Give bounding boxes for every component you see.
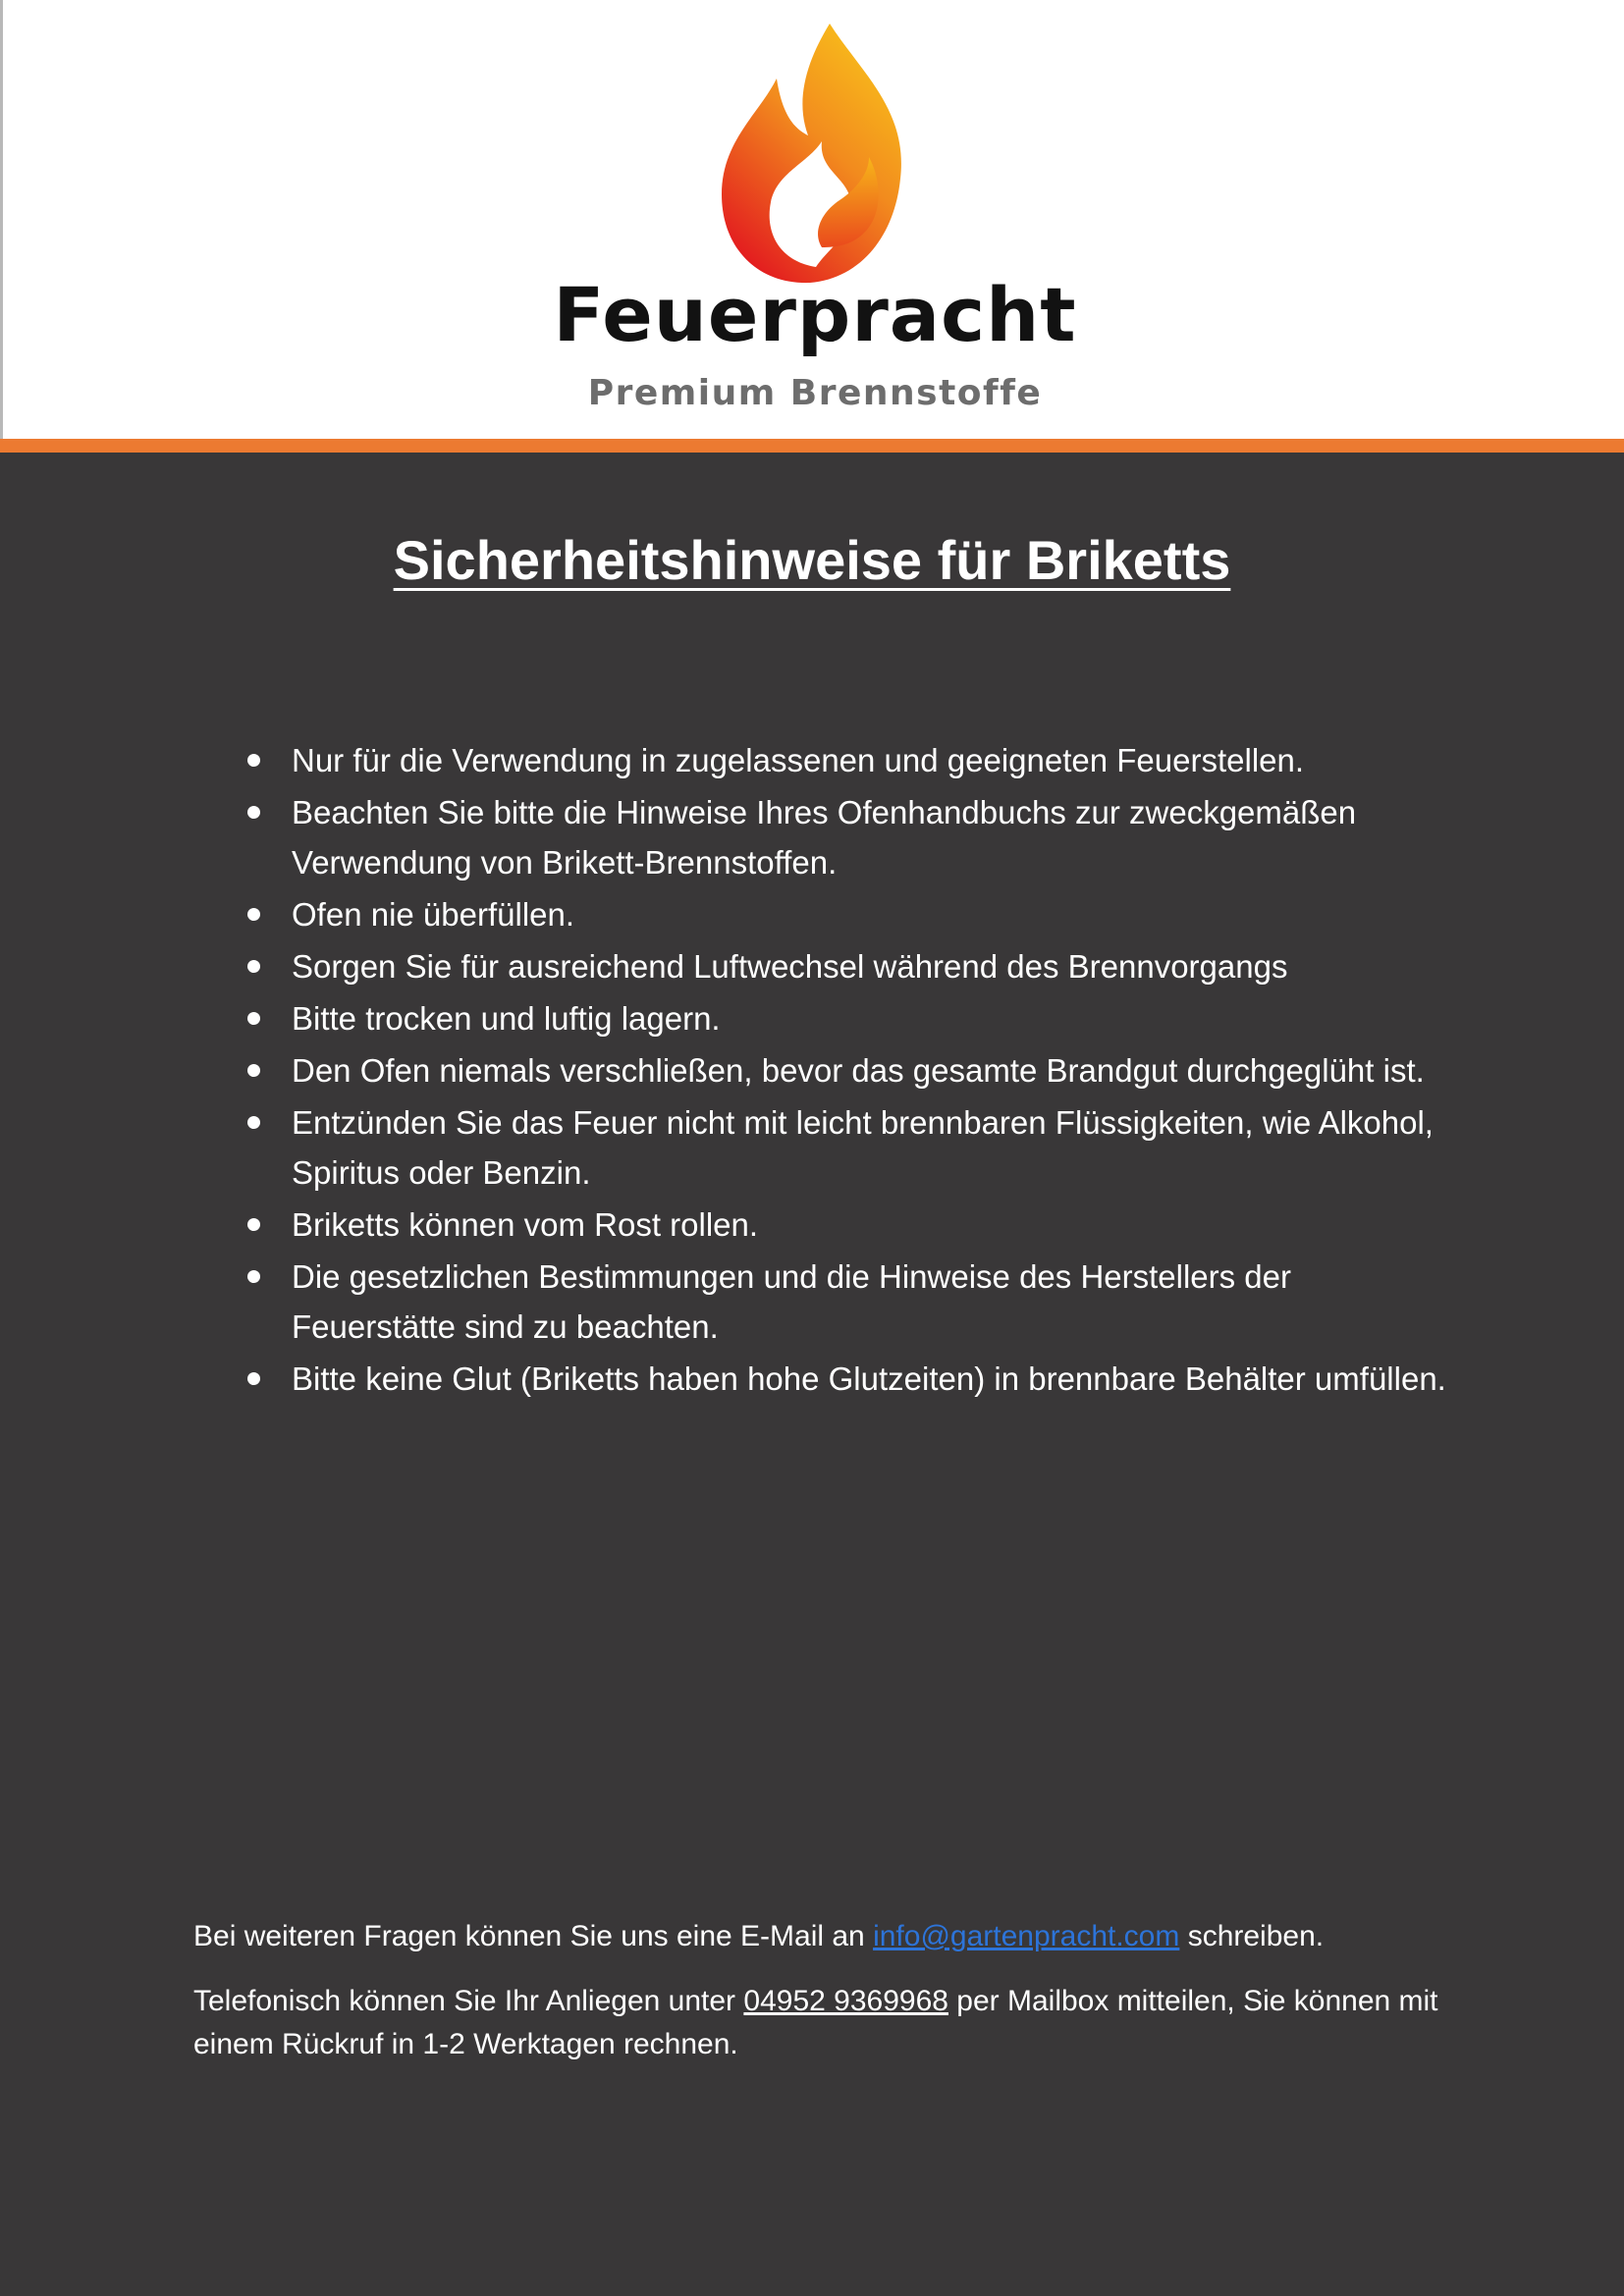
phone-number: 04952 9369968	[743, 1985, 948, 2017]
safety-list	[241, 735, 1448, 1406]
list-item	[241, 941, 1448, 991]
bullet-icon	[247, 754, 260, 767]
list-item	[241, 735, 1448, 785]
list-item	[241, 993, 1448, 1043]
list-item-text: Ofen nie überfüllen.	[292, 896, 575, 933]
bullet-icon	[247, 1270, 260, 1283]
list-item-text: Bitte trocken und luftig lagern.	[292, 1000, 721, 1037]
list-item-text: Bitte keine Glut (Briketts haben hohe Glutzeiten) in brennbare Behälter umfüllen.	[292, 1361, 1446, 1397]
bullet-icon	[247, 1218, 260, 1231]
brand-name: Feuerpracht	[553, 271, 1077, 358]
list-item	[241, 1252, 1448, 1352]
list-item-text: Sorgen Sie für ausreichend Luftwechsel während des Brennvorgangs	[292, 948, 1288, 985]
list-item-text: Nur für die Verwendung in zugelassenen und geeigneten Feuerstellen.	[292, 742, 1305, 778]
list-item	[241, 889, 1448, 939]
list-item-text: Briketts können vom Rost rollen.	[292, 1206, 759, 1243]
bullet-icon	[247, 1064, 260, 1077]
bullet-icon	[247, 908, 260, 921]
brand-tagline: Premium Brennstoffe	[587, 373, 1043, 413]
bullet-icon	[247, 1372, 260, 1385]
list-item-text: Die gesetzlichen Bestimmungen und die Hinweise des Herstellers der Feuerstätte sind zu beachten.	[292, 1258, 1292, 1345]
accent-divider	[0, 439, 1624, 453]
main-content	[0, 453, 1624, 2296]
list-item	[241, 1354, 1448, 1404]
phone-paragraph	[193, 1980, 1460, 2066]
contact-section	[193, 1915, 1460, 2088]
email-outro-text: schreiben.	[1179, 1920, 1325, 1952]
bullet-icon	[247, 960, 260, 973]
bullet-icon	[247, 806, 260, 819]
phone-outro-text: per Mailbox mitteilen, Sie können mit einem Rückruf in 1-2 Werktagen rechnen.	[193, 1985, 1438, 2060]
bullet-icon	[247, 1116, 260, 1129]
flame-icon	[714, 20, 910, 285]
email-link[interactable]: info@gartenpracht.com	[873, 1920, 1180, 1952]
header	[0, 0, 1624, 439]
page-title: Sicherheitshinweise für Briketts	[393, 529, 1231, 591]
email-intro-text: Bei weiteren Fragen können Sie uns eine E-Mail an	[193, 1920, 874, 1952]
phone-intro-text: Telefonisch können Sie Ihr Anliegen unter	[193, 1985, 744, 2017]
bullet-icon	[247, 1012, 260, 1025]
list-item-text: Entzünden Sie das Feuer nicht mit leicht brennbaren Flüssigkeiten, wie Alkohol, Spiritus oder Benzin.	[292, 1104, 1434, 1191]
list-item	[241, 1097, 1448, 1198]
list-item-text: Den Ofen niemals verschließen, bevor das gesamte Brandgut durchgeglüht ist.	[292, 1052, 1425, 1089]
list-item	[241, 787, 1448, 887]
email-paragraph	[193, 1915, 1460, 1958]
list-item-text: Beachten Sie bitte die Hinweise Ihres Ofenhandbuchs zur zweckgemäßen Verwendung von Brikett-Brennstoffen.	[292, 794, 1357, 881]
list-item	[241, 1200, 1448, 1250]
list-item	[241, 1045, 1448, 1095]
